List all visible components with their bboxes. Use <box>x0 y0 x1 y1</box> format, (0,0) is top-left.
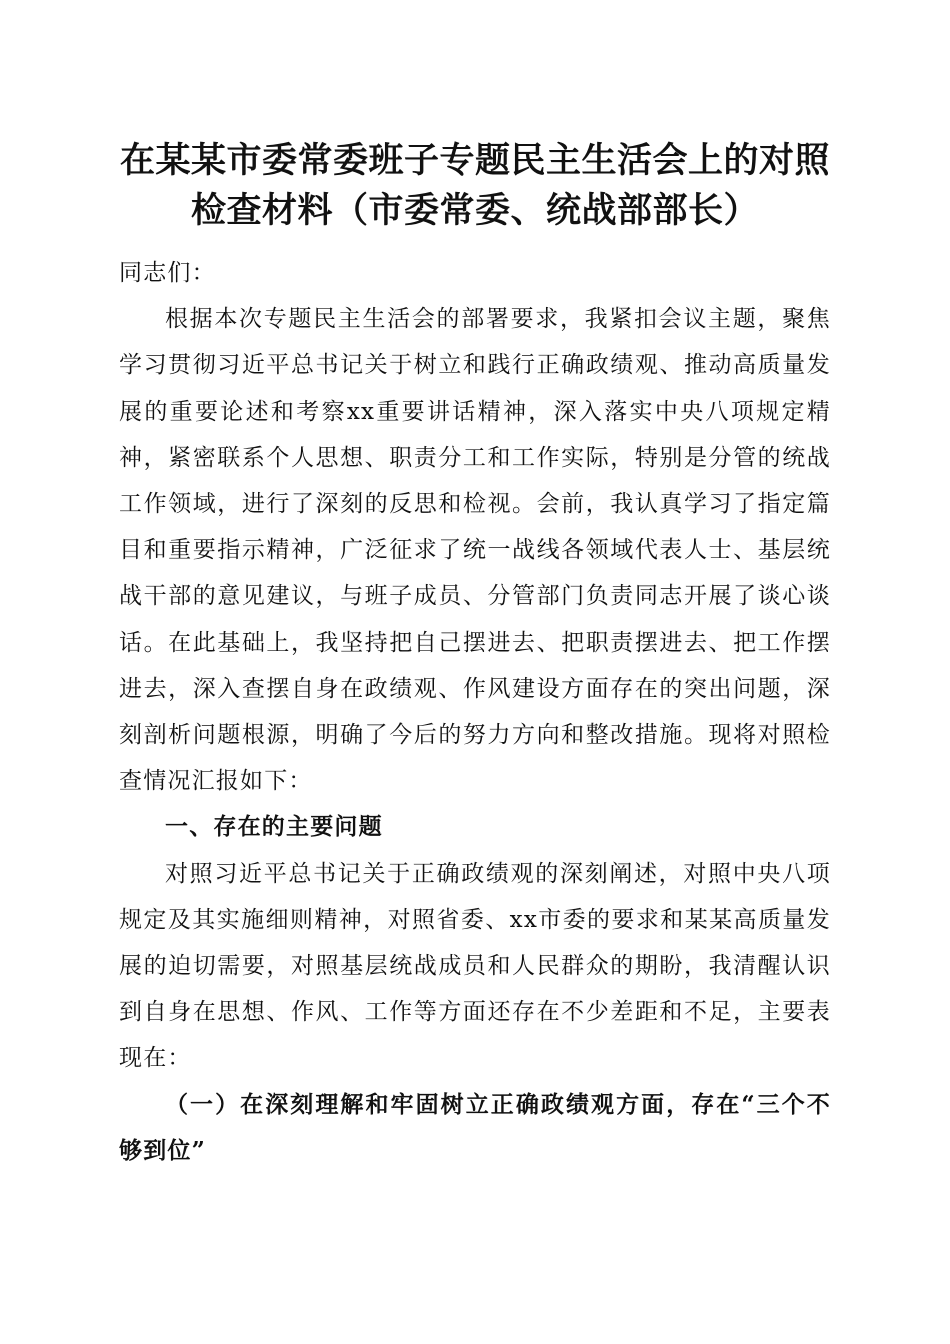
problems-paragraph: 对照习近平总书记关于正确政绩观的深刻阐述，对照中央八项规定及其实施细则精神，对照省委、xx市委的要求和某某高质量发展的迫切需要，对照基层统战成员和人民群众的期盼，我清醒认识到自身在思想、作风、工作等方面还存在不少差距和不足，主要表现在： <box>119 860 831 1072</box>
document-title <box>100 136 850 236</box>
title-line-1: 在某某市委常委班子专题民主生活会上的对照 <box>119 140 830 181</box>
section-heading: 一、存在的主要问题 <box>165 814 383 841</box>
salutation: 同志们： <box>119 260 216 286</box>
intro-paragraph: 根据本次专题民主生活会的部署要求，我紧扣会议主题，聚焦学习贯彻习近平总书记关于树立和践行正确政绩观、推动高质量发展的重要论述和考察xx重要讲话精神，深入落实中央八项规定精神，紧密联系个人思想、职责分工和工作实际，特别是分管的统战工作领域，进行了深刻的反思和检视。会前，我认真学习了指定篇目和重要指示精神，广泛征求了统一战线各领域代表人士、基层统战干部的意见建议，与班子成员、分管部门负责同志开展了谈心谈话。在此基础上，我坚持把自己摆进去、把职责摆进去、把工作摆进去，深入查摆自身在政绩观、作风建设方面存在的突出问题，深刻剖析问题根源，明确了今后的努力方向和整改措施。现将对照检查情况汇报如下： <box>119 306 831 795</box>
subsection-heading: （一）在深刻理解和牢固树立正确政绩观方面，存在“三个不够到位” <box>119 1090 831 1164</box>
document-body <box>119 250 831 1174</box>
title-line-2: 检查材料（市委常委、统战部部长） <box>190 190 759 231</box>
